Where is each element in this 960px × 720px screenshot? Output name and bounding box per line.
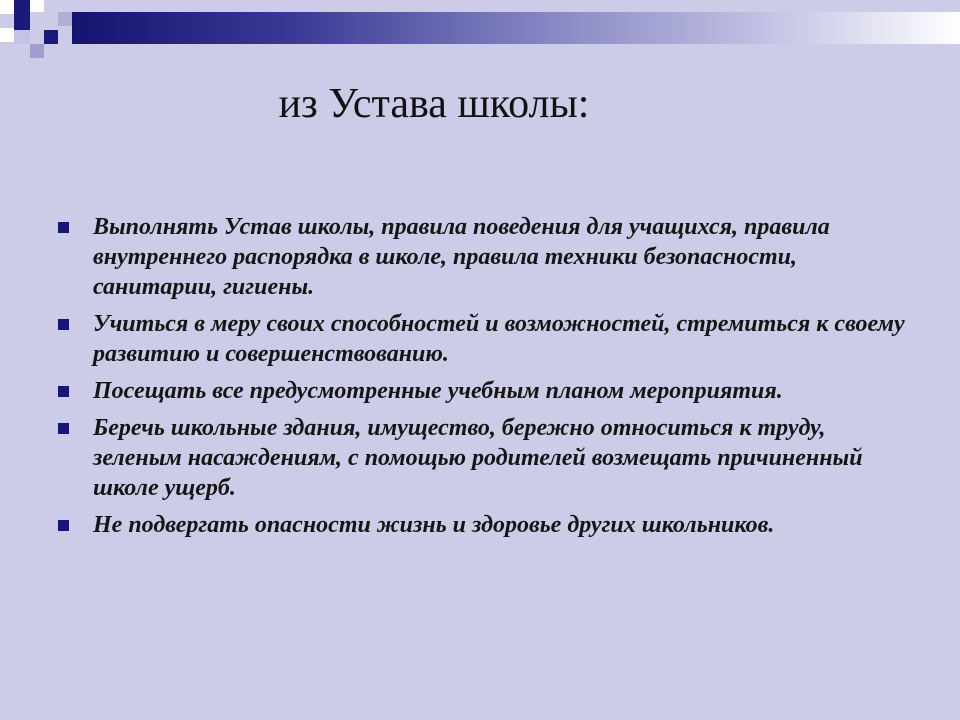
list-item-text: Не подвергать опасности жизнь и здоровье других школьников. [93,512,775,538]
decorative-square [14,0,30,30]
list-item-text: Учиться в меру своих способностей и возможностей, стремиться к своему развитию и совершенствованию. [93,311,905,367]
list-item [58,510,918,540]
square-bullet-icon [58,386,69,397]
list-item [58,413,918,503]
list-item-text: Посещать все предусмотренные учебным планом мероприятия. [93,378,783,404]
list-item [58,376,918,406]
square-bullet-icon [58,319,69,330]
decorative-square [0,28,14,42]
decorative-square [30,44,44,58]
decorative-square [44,30,58,44]
square-bullet-icon [58,520,69,531]
decorative-gradient-bar [72,12,960,44]
decorative-square [30,0,44,12]
decorative-square [14,30,30,44]
list-item [58,309,918,369]
decorative-square [0,0,14,14]
square-bullet-icon [58,423,69,434]
list-item-text: Беречь школьные здания, имущество, бережно относиться к труду, зеленым насаждениям, с помощью родителей возмещать причиненный школе ущерб. [93,415,863,501]
bullet-list [58,212,918,547]
list-item-text: Выполнять Устав школы, правила поведения для учащихся, правила внутреннего распорядка в школе, правила техники безопасности, санитарии, гигиены. [93,214,830,300]
square-bullet-icon [58,222,69,233]
list-item [58,212,918,302]
slide-title: из Устава школы: [278,81,590,127]
decorative-square [58,12,72,26]
